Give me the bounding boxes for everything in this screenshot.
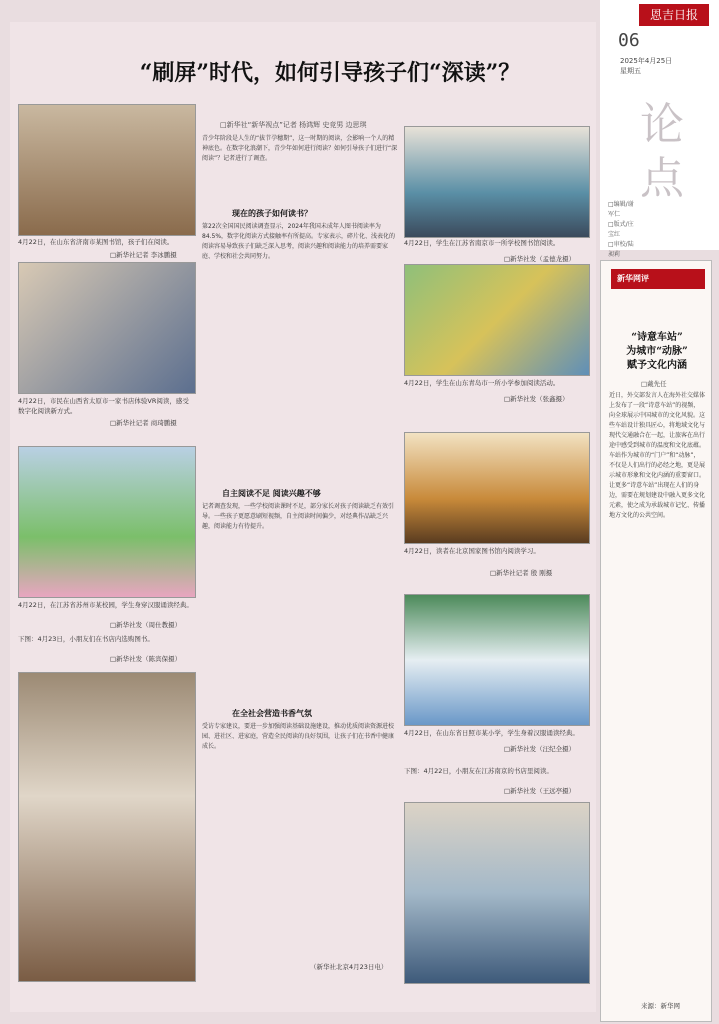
- feature-article: [10, 22, 596, 1012]
- article-dateline: （新华社北京4月23日电）: [310, 963, 388, 971]
- photo-credit: □新华社发（陈宾保摄）: [110, 655, 182, 663]
- photo-credit: □新华社发（孟德龙摄）: [504, 255, 576, 263]
- commentary-source: 来源：新华网: [641, 1002, 680, 1010]
- commentary-body: 近日，外交部发言人在海外社交媒体上发布了一段“诗意车站”的视频，向全球展示中国城市的文化风貌。这些车站设计独具匠心，将地域文化与现代交通融合在一起，让旅客在出行途中感受到城市的温度和文化底蕴。车站作为城市的“门户”和“动脉”，不仅是人们出行的必经之地，更是展示城市形象和文化内涵的重要窗口。让更多“诗意车站”出现在人们的身边，需要在规划建设中融入更多文化元素，使之成为承载城市记忆、传播地方文化的公共空间。: [609, 392, 705, 519]
- photo-caption: 4月22日，在山东省日照市某小学，学生身着汉服诵读经典。: [404, 729, 579, 737]
- photo-credit: □新华社记者 商琦鹏摄: [110, 419, 177, 427]
- editor-line: □版式/庄宝红: [608, 221, 634, 238]
- photo-credit: □新华社记者 殷 刚摄: [490, 569, 553, 577]
- photo-caption: 4月22日，学生在山东青岛市一所小学参加阅读活动。: [404, 379, 560, 387]
- photo-caption: 4月22日，学生在江苏省南京市一所学校图书馆阅读。: [404, 239, 560, 247]
- photo-caption: 下图：4月23日，小朋友们在书店内选购图书。: [18, 635, 154, 643]
- commentary-title-line: 赋予文化内涵: [627, 360, 687, 371]
- photo-vr-reading: [18, 262, 196, 394]
- article-byline: □新华社“新华视点”记者 杨鸿辉 史竞男 边思琪: [220, 121, 367, 129]
- article-body: 受访专家建议，要进一步加强阅读基础设施建设，推动优质阅读资源进校园、进社区、进家庭，营造全民阅读的良好氛围，让孩子们在书香中健康成长。: [202, 723, 395, 750]
- editor-credits: [608, 200, 636, 260]
- article-body: 第22次全国国民阅读调查显示，2024年我国未成年人图书阅读率为84.5%，数字化阅读方式接触率有所提高。专家表示，碎片化、浅表化的阅读容易导致孩子们缺乏深入思考，阅读兴趣和阅读能力的培养需要家庭、学校和社会共同努力。: [202, 223, 396, 260]
- issue-weekday: 星期五: [620, 67, 641, 75]
- photo-caption: 4月22日，在江苏省苏州市某校园，学生身穿汉服诵读经典。: [18, 601, 193, 609]
- photo-caption: 下图：4月22日，小朋友在江苏南京的书店里阅读。: [404, 767, 553, 775]
- photo-library-kids: [18, 104, 196, 236]
- photo-hanfu-students: [18, 446, 196, 598]
- photo-library-stairs: [404, 126, 590, 238]
- issue-date: 2025年4月25日: [620, 57, 673, 65]
- section-title-char-1: 论: [640, 99, 684, 150]
- page-number: 06: [618, 30, 640, 51]
- photo-child-reading: [404, 802, 590, 984]
- article-body-intro: 青少年阶段是人生的“拔节孕穗期”，这一时期的阅读，会影响一个人的精神底色。在数字化浪潮下，青少年如何进行阅读？如何引导孩子们进行“深阅读”？记者进行了调查。: [202, 135, 398, 162]
- section-title-char-2: 点: [640, 153, 684, 204]
- article-subhead: 在全社会营造书香气氛: [232, 709, 312, 718]
- article-subhead: 现在的孩子如何读书？: [232, 209, 312, 218]
- photo-reading-activity: [404, 264, 590, 376]
- commentary-title-line: “诗意车站”: [631, 332, 683, 343]
- photo-bookstore-kids: [18, 672, 196, 982]
- section-header: [600, 0, 719, 258]
- photo-credit: □新华社发（张鑫摄）: [504, 395, 569, 403]
- photo-caption: 4月22日，市民在山西省太原市一家书店体验VR阅读，感受数字化阅读新方式。: [18, 397, 189, 415]
- photo-caption: 4月22日，读者在北京国家图书馆内阅读学习。: [404, 547, 540, 555]
- photo-credit: □新华社发（王远亭摄）: [504, 787, 576, 795]
- newspaper-logo: 恩吉日报: [639, 4, 709, 26]
- photo-credit: □新华社发（周仕教摄）: [110, 621, 182, 629]
- photo-caption: 4月22日，在山东省济南市某图书馆，孩子们在阅读。: [18, 238, 174, 246]
- commentary-banner: 新华网评: [611, 269, 705, 289]
- photo-hanfu-recital: [404, 594, 590, 726]
- photo-credit: □新华社发（汪纪全摄）: [504, 745, 576, 753]
- commentary-author: □戴先任: [641, 380, 667, 388]
- article-body: 记者调查发现，一些学校阅读课时不足，部分家长对孩子阅读缺乏有效引导。一些孩子更愿意刷短视频，自主阅读时间偏少，对经典作品缺乏兴趣，阅读能力有待提升。: [202, 503, 395, 530]
- editor-line: □编辑/谢军仁: [608, 201, 634, 218]
- article-title: “刷屏”时代，如何引导孩子们“深读”？: [139, 60, 521, 86]
- commentary-column: [600, 260, 712, 1022]
- article-subhead: 自主阅读不足 阅读兴趣不够: [222, 489, 321, 498]
- editor-line: □审校/陆昶莉: [608, 241, 634, 258]
- photo-credit: □新华社记者 李冰鹏摄: [110, 251, 177, 259]
- commentary-title-line: 为城市“动脉”: [626, 346, 688, 357]
- photo-national-library: [404, 432, 590, 544]
- commentary-title: [609, 331, 705, 373]
